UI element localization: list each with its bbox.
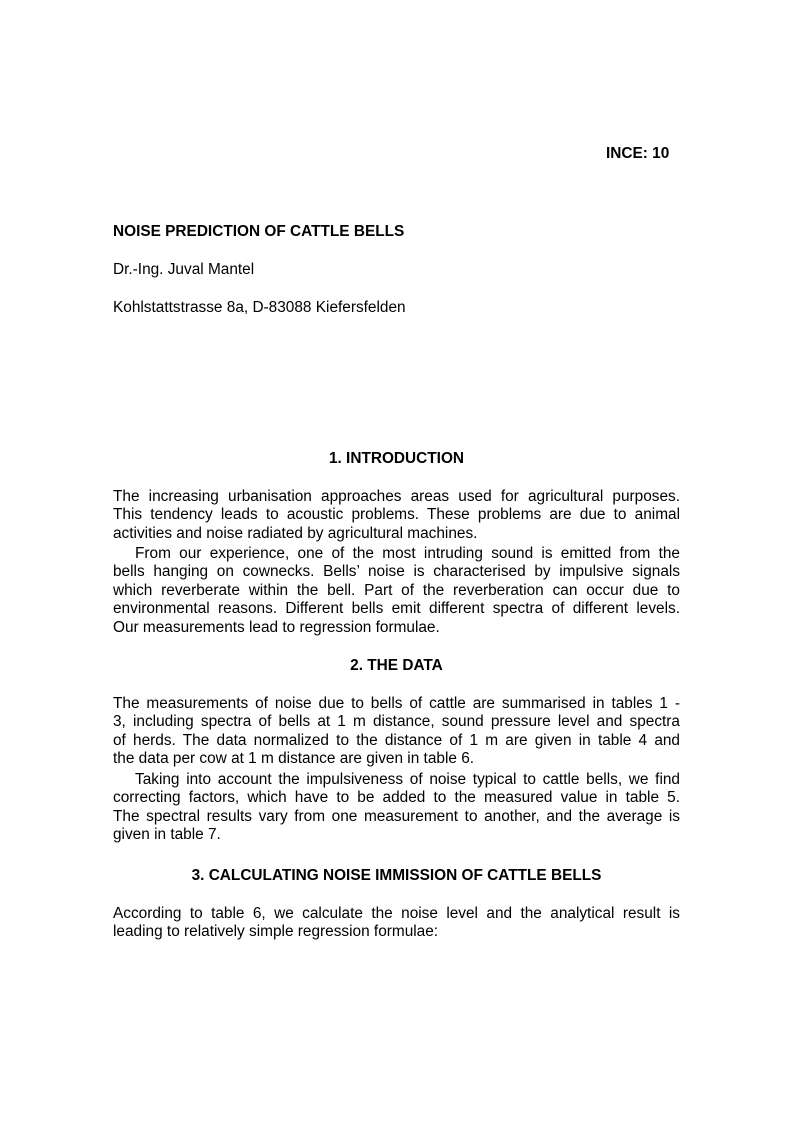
text-line: which reverberate within the bell. Part of the reverberation can occur due to <box>113 581 680 599</box>
text-line: given in table 7. <box>113 826 221 844</box>
conference-code: INCE: 10 <box>606 145 670 162</box>
author-name: Dr.-Ing. Juval Mantel <box>113 261 255 278</box>
paragraph <box>113 488 680 543</box>
text-line: environmental reasons. Different bells emit different spectra of different levels. <box>113 600 680 618</box>
text-line: correcting factors, which have to be added to the measured value in table 5. <box>113 789 680 807</box>
text-line: leading to relatively simple regression formulae: <box>113 923 439 941</box>
text-line: The increasing urbanisation approaches areas used for agricultural purposes. <box>113 488 680 505</box>
text-line: According to table 6, we calculate the noise level and the analytical result is <box>113 905 680 922</box>
text-line: 3, including spectra of bells at 1 m distance, sound pressure level and spectra <box>113 713 680 731</box>
paragraph <box>113 695 680 769</box>
paragraph <box>113 771 680 845</box>
section-heading-introduction: 1. INTRODUCTION <box>328 450 465 467</box>
text-line: activities and noise radiated by agricultural machines. <box>113 524 478 542</box>
text-line: The measurements of noise due to bells of cattle are summarised in tables 1 - <box>113 695 680 712</box>
text-line: From our experience, one of the most intruding sound is emitted from the <box>135 545 680 562</box>
paper-title: NOISE PREDICTION OF CATTLE BELLS <box>113 223 405 240</box>
section-heading-the-data: 2. THE DATA <box>350 657 443 674</box>
section-heading-calculating-noise-immission: 3. CALCULATING NOISE IMMISSION OF CATTLE BELLS <box>191 867 602 884</box>
text-line: This tendency leads to acoustic problems. These problems are due to animal <box>113 506 680 524</box>
text-line: bells hanging on cownecks. Bells’ noise is characterised by impulsive signals <box>113 563 680 581</box>
paragraph <box>113 905 680 942</box>
text-line: The spectral results vary from one measurement to another, and the average is <box>113 807 680 825</box>
text-line: of herds. The data normalized to the distance of 1 m are given in table 4 and <box>113 731 680 749</box>
text-line: the data per cow at 1 m distance are given in table 6. <box>113 750 475 768</box>
text-line: Our measurements lead to regression formulae. <box>113 618 440 636</box>
text-line: Taking into account the impulsiveness of noise typical to cattle bells, we find <box>135 771 680 788</box>
author-address: Kohlstattstrasse 8a, D-83088 Kiefersfelden <box>113 299 406 316</box>
paragraph <box>113 545 680 637</box>
